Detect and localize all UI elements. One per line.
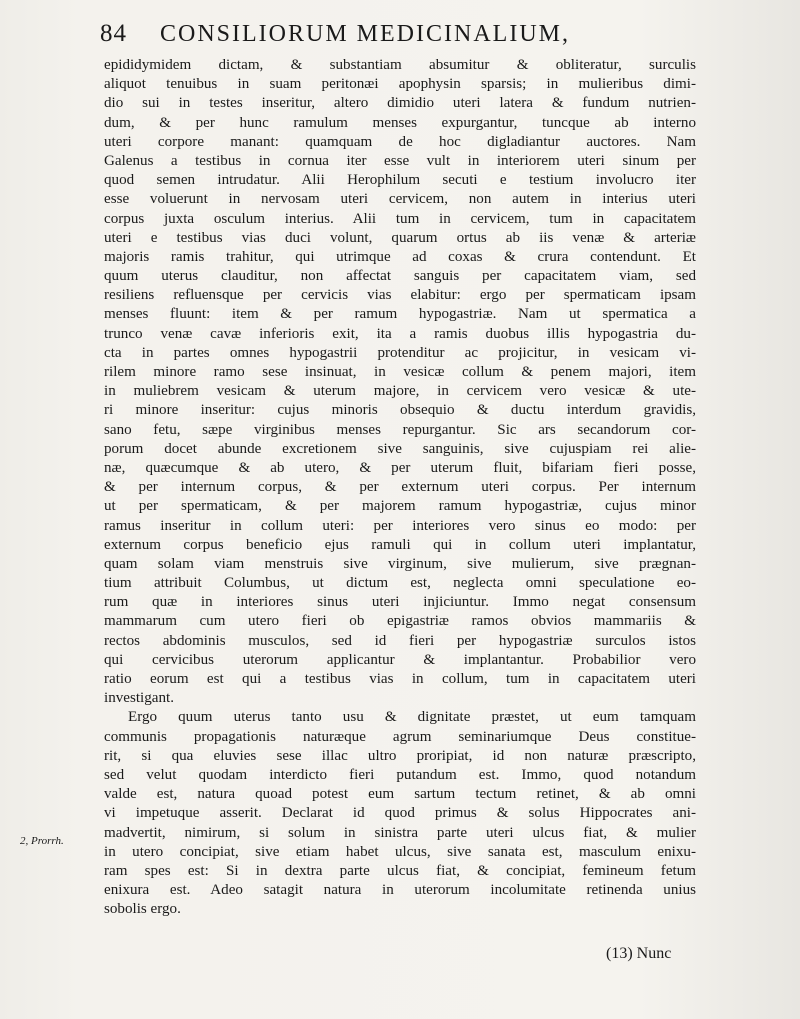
text-line: in muliebrem vesicam & uterum majore, in cervicem vero vesicæ & ute- [104,383,696,400]
text-line: sed velut quodam interdicto fieri putandum est. Immo, quod notandum [104,766,696,783]
text-line: uteri corpore manant: quamquam de hoc digladiantur auctores. Nam [104,133,696,150]
text-line: investigant. [104,690,175,707]
text-line: Ergo quum uterus tanto usu & dignitate præstet, ut eum tamquam [128,709,696,726]
text-line: resiliens refluensque per cervicis vias elabitur: ergo per spermaticam ipsam [104,287,696,304]
text-line: ramus inseritur in collum uteri: per interiores vero sinus eo modo: per [104,517,696,534]
page-header [100,18,660,52]
text-line: ri minore inseritur: cujus minoris obsequio & ductu interdum gravidis, [104,402,696,419]
text-line: uteri e testibus vias duci volunt, quarum ortus ab iis venæ & arteriæ [104,229,696,246]
text-line: dio sui in testes inseritur, altero dimidio uteri latera & fundum nutrien- [104,95,696,112]
text-line: vi impetuque asserit. Declarat id quod primus & solus Hippocrates ani- [104,805,696,822]
page-number: 84 [100,20,127,47]
text-line: cta in partes omnes hypogastrii protenditur ac projicitur, in vesicam vi- [104,344,696,361]
text-line: valde est, natura quoad potest eum sartum tectum retinet, & ab omni [104,786,696,803]
text-line: Galenus a testibus in cornua iter esse vult in interiorem uteri sinum per [104,152,696,169]
text-line: in utero concipiat, sive etiam habet ulcus, sive sanata est, masculum enixu- [104,843,696,860]
text-line: porum docet abunde excretionem sive sanguinis, sive cujuspiam rei alie- [104,440,696,457]
text-line: quum uterus clauditur, non affectat sanguis per capacitatem viam, sed [104,268,696,285]
catchword: (13) Nunc [606,945,672,962]
text-line: trunco venæ cavæ inferioris exit, ita a ramis duobus illis hypogastria du- [104,325,696,342]
text-line: madvertit, nimirum, si solum in sinistra parte uteri ulcus fiat, & mulier [104,824,696,841]
text-line: quam solam viam menstruis sive virginum, sive mulierum, sive prægnan- [104,555,696,572]
text-line: rum quæ in interiores sinus uteri injiciuntur. Immo negat consensum [104,594,696,611]
text-line: rilem minore ramo sese insinuat, in vesicæ collum & penem majori, item [104,364,696,380]
text-line: rit, si qua eluvies sese illac ultro proripiat, id non naturæ præscripto, [104,747,696,764]
text-line: næ, quæcumque & ab utero, & per uterum fluit, bifariam fieri posse, [104,459,696,476]
text-line: majoris ramis trahitur, qui utrimque ad coxas & crura contendunt. Et [104,248,696,265]
text-line: mammarum cum utero fieri ob epigastriæ ramos obvios mammariis & [104,613,696,630]
text-line: menses fluunt: item & per ramum hypogastriæ. Nam ut spermatica a [104,306,696,323]
text-line: ratio eorum est qui a testibus vias in collum, tum in capacitatem uteri [104,671,696,687]
text-line: ram spes est: Si in dextra parte ulcus fiat, & concipiat, femineum fetum [104,862,696,879]
text-line: ut per spermaticam, & per majorem ramum hypogastriæ, cujus minor [104,498,696,515]
text-line: esse voluerunt in nervosam uteri cervicem, non autem in interius uteri [104,191,696,208]
text-line: & per internum corpus, & per externum uteri corpus. Per internum [104,479,696,496]
text-line: sobolis ergo. [104,901,181,918]
text-line: corpus juxta osculum interius. Alii tum in cervicem, tum in capacitatem [104,210,696,227]
text-line: aliquot tenuibus in suam peritonæi apophysin sparsis; in mulieribus dimi- [104,76,696,93]
text-line: rectos abdominis musculos, sed id fieri per hypogastriæ surculos istos [104,632,696,649]
text-line: tium attribuit Columbus, ut dictum est, neglecta omni speculatione eo- [104,575,696,592]
running-title: CONSILIORUM MEDICINALIUM, [160,21,570,47]
text-line: quod semen intrudatur. Alii Herophilum secuti e testium involucro iter [104,172,696,189]
text-line: sano fetu, sæpe virginibus menses repurgantur. Sic ars secandorum cor- [104,421,696,438]
body-text [104,56,696,919]
text-line: epididymidem dictam, & substantiam absumitur & obliteratur, surculis [104,57,696,73]
margin-note: 2, Prorrh. [20,835,64,847]
text-line: externum corpus beneficio ejus ramuli qui in collum uteri implantatur, [104,536,696,553]
text-line: dum, & per hunc ramulum menses expurgantur, tuncque ab interno [104,114,696,131]
text-line: qui cervicibus uterorum applicantur & implantantur. Probabilior vero [104,651,696,668]
text-line: communis propagationis naturæque agrum seminariumque Deus constitue- [104,728,696,745]
text-line: enixura est. Adeo satagit natura in uterorum incolumitate retinenda unius [104,882,696,899]
